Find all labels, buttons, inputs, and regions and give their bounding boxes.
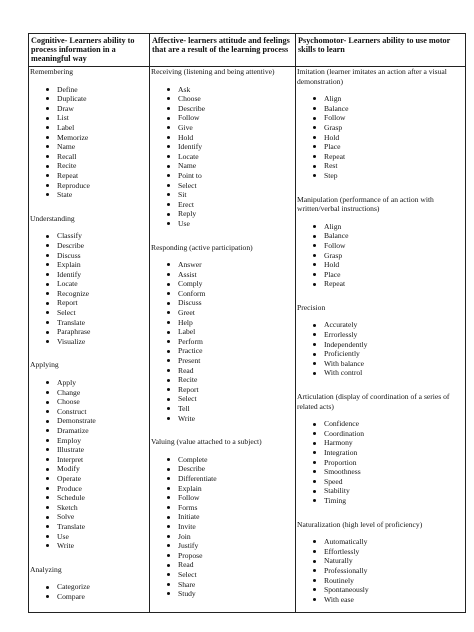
content-row: [29, 67, 466, 613]
list-item: Identify: [150, 142, 295, 152]
list-item: Stability: [296, 486, 465, 496]
verb-list: [29, 231, 149, 346]
section-heading: Valuing (value attached to a subject): [151, 437, 262, 447]
list-item: Initiate: [150, 512, 295, 522]
list-item: Schedule: [29, 493, 149, 503]
list-item: Modify: [29, 464, 149, 474]
verb-list: [29, 85, 149, 200]
list-item: Use: [150, 219, 295, 229]
list-item: Solve: [29, 512, 149, 522]
verb-list: [296, 222, 465, 289]
list-item: Ask: [150, 85, 295, 95]
list-item: Reproduce: [29, 181, 149, 191]
list-item: With ease: [296, 595, 465, 605]
list-item: Assist: [150, 270, 295, 280]
list-item: Describe: [29, 241, 149, 251]
list-item: Recite: [150, 375, 295, 385]
list-item: Name: [150, 161, 295, 171]
list-item: Help: [150, 318, 295, 328]
list-item: Join: [150, 532, 295, 542]
list-item: Write: [29, 541, 149, 551]
list-item: Visualize: [29, 337, 149, 347]
list-item: Erect: [150, 200, 295, 210]
verb-list: [150, 85, 295, 229]
list-item: Locate: [150, 152, 295, 162]
list-item: Spontaneously: [296, 585, 465, 595]
list-item: Label: [29, 123, 149, 133]
list-item: Hold: [296, 133, 465, 143]
section-heading: Precision: [297, 302, 326, 312]
list-item: Smoothness: [296, 467, 465, 477]
list-item: Describe: [150, 464, 295, 474]
list-item: Compare: [29, 592, 149, 602]
verb-list: [29, 582, 149, 601]
list-item: Independently: [296, 340, 465, 350]
list-item: Report: [29, 298, 149, 308]
list-item: Translate: [29, 522, 149, 532]
list-item: Define: [29, 85, 149, 95]
list-item: Apply: [29, 378, 149, 388]
list-item: Forms: [150, 503, 295, 513]
list-item: Produce: [29, 484, 149, 494]
list-item: List: [29, 113, 149, 123]
list-item: Hold: [296, 260, 465, 270]
list-item: Confidence: [296, 419, 465, 429]
list-item: Harmony: [296, 438, 465, 448]
list-item: Give: [150, 123, 295, 133]
list-item: Rest: [296, 161, 465, 171]
list-item: Categorize: [29, 582, 149, 592]
list-item: Propose: [150, 551, 295, 561]
list-item: Select: [29, 308, 149, 318]
list-item: Integration: [296, 448, 465, 458]
list-item: Balance: [296, 231, 465, 241]
list-item: Select: [150, 181, 295, 191]
psychomotor-column: [296, 67, 466, 613]
list-item: Select: [150, 394, 295, 404]
list-item: Place: [296, 142, 465, 152]
list-item: Justify: [150, 541, 295, 551]
list-item: Routinely: [296, 576, 465, 586]
list-item: With balance: [296, 359, 465, 369]
list-item: Align: [296, 94, 465, 104]
list-item: Professionally: [296, 566, 465, 576]
list-item: Invite: [150, 522, 295, 532]
list-item: With control: [296, 368, 465, 378]
list-item: Repeat: [296, 279, 465, 289]
list-item: Read: [150, 560, 295, 570]
list-item: Reply: [150, 209, 295, 219]
list-item: Step: [296, 171, 465, 181]
list-item: Read: [150, 366, 295, 376]
list-item: Recite: [29, 161, 149, 171]
list-item: Use: [29, 532, 149, 542]
list-item: Repeat: [29, 171, 149, 181]
list-item: Explain: [150, 484, 295, 494]
list-item: Complete: [150, 455, 295, 465]
list-item: Accurately: [296, 320, 465, 330]
section-heading: Articulation (display of coordination of a series of related acts): [297, 392, 450, 411]
section-heading: Responding (active participation): [151, 242, 253, 252]
list-item: Employ: [29, 436, 149, 446]
list-item: Recall: [29, 152, 149, 162]
verb-list: [150, 455, 295, 599]
list-item: Balance: [296, 104, 465, 114]
section-heading: Applying: [30, 360, 59, 370]
list-item: Choose: [29, 397, 149, 407]
list-item: Greet: [150, 308, 295, 318]
section-heading: Understanding: [30, 213, 75, 223]
list-item: Discuss: [150, 298, 295, 308]
list-item: Perform: [150, 337, 295, 347]
list-item: Change: [29, 388, 149, 398]
list-item: Duplicate: [29, 94, 149, 104]
list-item: Practice: [150, 346, 295, 356]
list-item: Present: [150, 356, 295, 366]
section-heading: Naturalization (high level of proficiency): [297, 519, 423, 529]
list-item: Choose: [150, 94, 295, 104]
list-item: Effortlessly: [296, 547, 465, 557]
verb-list: [296, 419, 465, 505]
list-item: Grasp: [296, 251, 465, 261]
list-item: Paraphrase: [29, 327, 149, 337]
list-item: Tell: [150, 404, 295, 414]
list-item: Differentiate: [150, 474, 295, 484]
list-item: Study: [150, 589, 295, 599]
verb-list: [296, 320, 465, 378]
list-item: Construct: [29, 407, 149, 417]
cognitive-header: Cognitive- Learners ability to process information in a meaningful way: [29, 34, 150, 67]
list-item: Align: [296, 222, 465, 232]
section-heading: Manipulation (performance of an action with written/verbal instructions): [297, 194, 434, 214]
verb-list: [296, 94, 465, 180]
list-item: Proficiently: [296, 349, 465, 359]
list-item: Discuss: [29, 251, 149, 261]
list-item: Dramatize: [29, 426, 149, 436]
list-item: Recognize: [29, 289, 149, 299]
list-item: Report: [150, 385, 295, 395]
list-item: Hold: [150, 133, 295, 143]
verb-list: [150, 260, 295, 423]
list-item: Speed: [296, 477, 465, 487]
list-item: Comply: [150, 279, 295, 289]
verb-list: [29, 378, 149, 551]
section-heading: Remembering: [30, 67, 74, 76]
section-heading: Receiving (listening and being attentive): [151, 67, 275, 76]
section-heading: Imitation (learner imitates an action after a visual demonstration): [297, 67, 447, 86]
list-item: Follow: [296, 113, 465, 123]
list-item: Label: [150, 327, 295, 337]
list-item: Select: [150, 570, 295, 580]
list-item: Operate: [29, 474, 149, 484]
cognitive-column: [29, 67, 150, 613]
list-item: Repeat: [296, 152, 465, 162]
verb-list: [296, 537, 465, 604]
list-item: Translate: [29, 318, 149, 328]
section-heading: Analyzing: [30, 564, 62, 574]
list-item: Proportion: [296, 458, 465, 468]
psychomotor-header: Psychomotor- Learners ability to use motor skills to learn: [296, 34, 466, 67]
list-item: State: [29, 190, 149, 200]
list-item: Errorlessly: [296, 330, 465, 340]
list-item: Coordination: [296, 429, 465, 439]
list-item: Demonstrate: [29, 416, 149, 426]
list-item: Sit: [150, 190, 295, 200]
list-item: Follow: [296, 241, 465, 251]
list-item: Sketch: [29, 503, 149, 513]
affective-header: Affective- learners attitude and feelings that are a result of the learning process: [150, 34, 296, 67]
list-item: Classify: [29, 231, 149, 241]
header-row: [29, 34, 466, 67]
list-item: Place: [296, 270, 465, 280]
list-item: Follow: [150, 493, 295, 503]
list-item: Timing: [296, 496, 465, 506]
list-item: Point to: [150, 171, 295, 181]
list-item: Follow: [150, 113, 295, 123]
affective-column: [150, 67, 296, 613]
list-item: Interpret: [29, 455, 149, 465]
list-item: Illustrate: [29, 445, 149, 455]
list-item: Locate: [29, 279, 149, 289]
taxonomy-table: [28, 33, 466, 613]
list-item: Answer: [150, 260, 295, 270]
list-item: Identify: [29, 270, 149, 280]
list-item: Write: [150, 414, 295, 424]
list-item: Name: [29, 142, 149, 152]
list-item: Automatically: [296, 537, 465, 547]
list-item: Explain: [29, 260, 149, 270]
list-item: Grasp: [296, 123, 465, 133]
list-item: Memorize: [29, 133, 149, 143]
list-item: Naturally: [296, 556, 465, 566]
list-item: Share: [150, 580, 295, 590]
list-item: Describe: [150, 104, 295, 114]
list-item: Draw: [29, 104, 149, 114]
list-item: Conform: [150, 289, 295, 299]
